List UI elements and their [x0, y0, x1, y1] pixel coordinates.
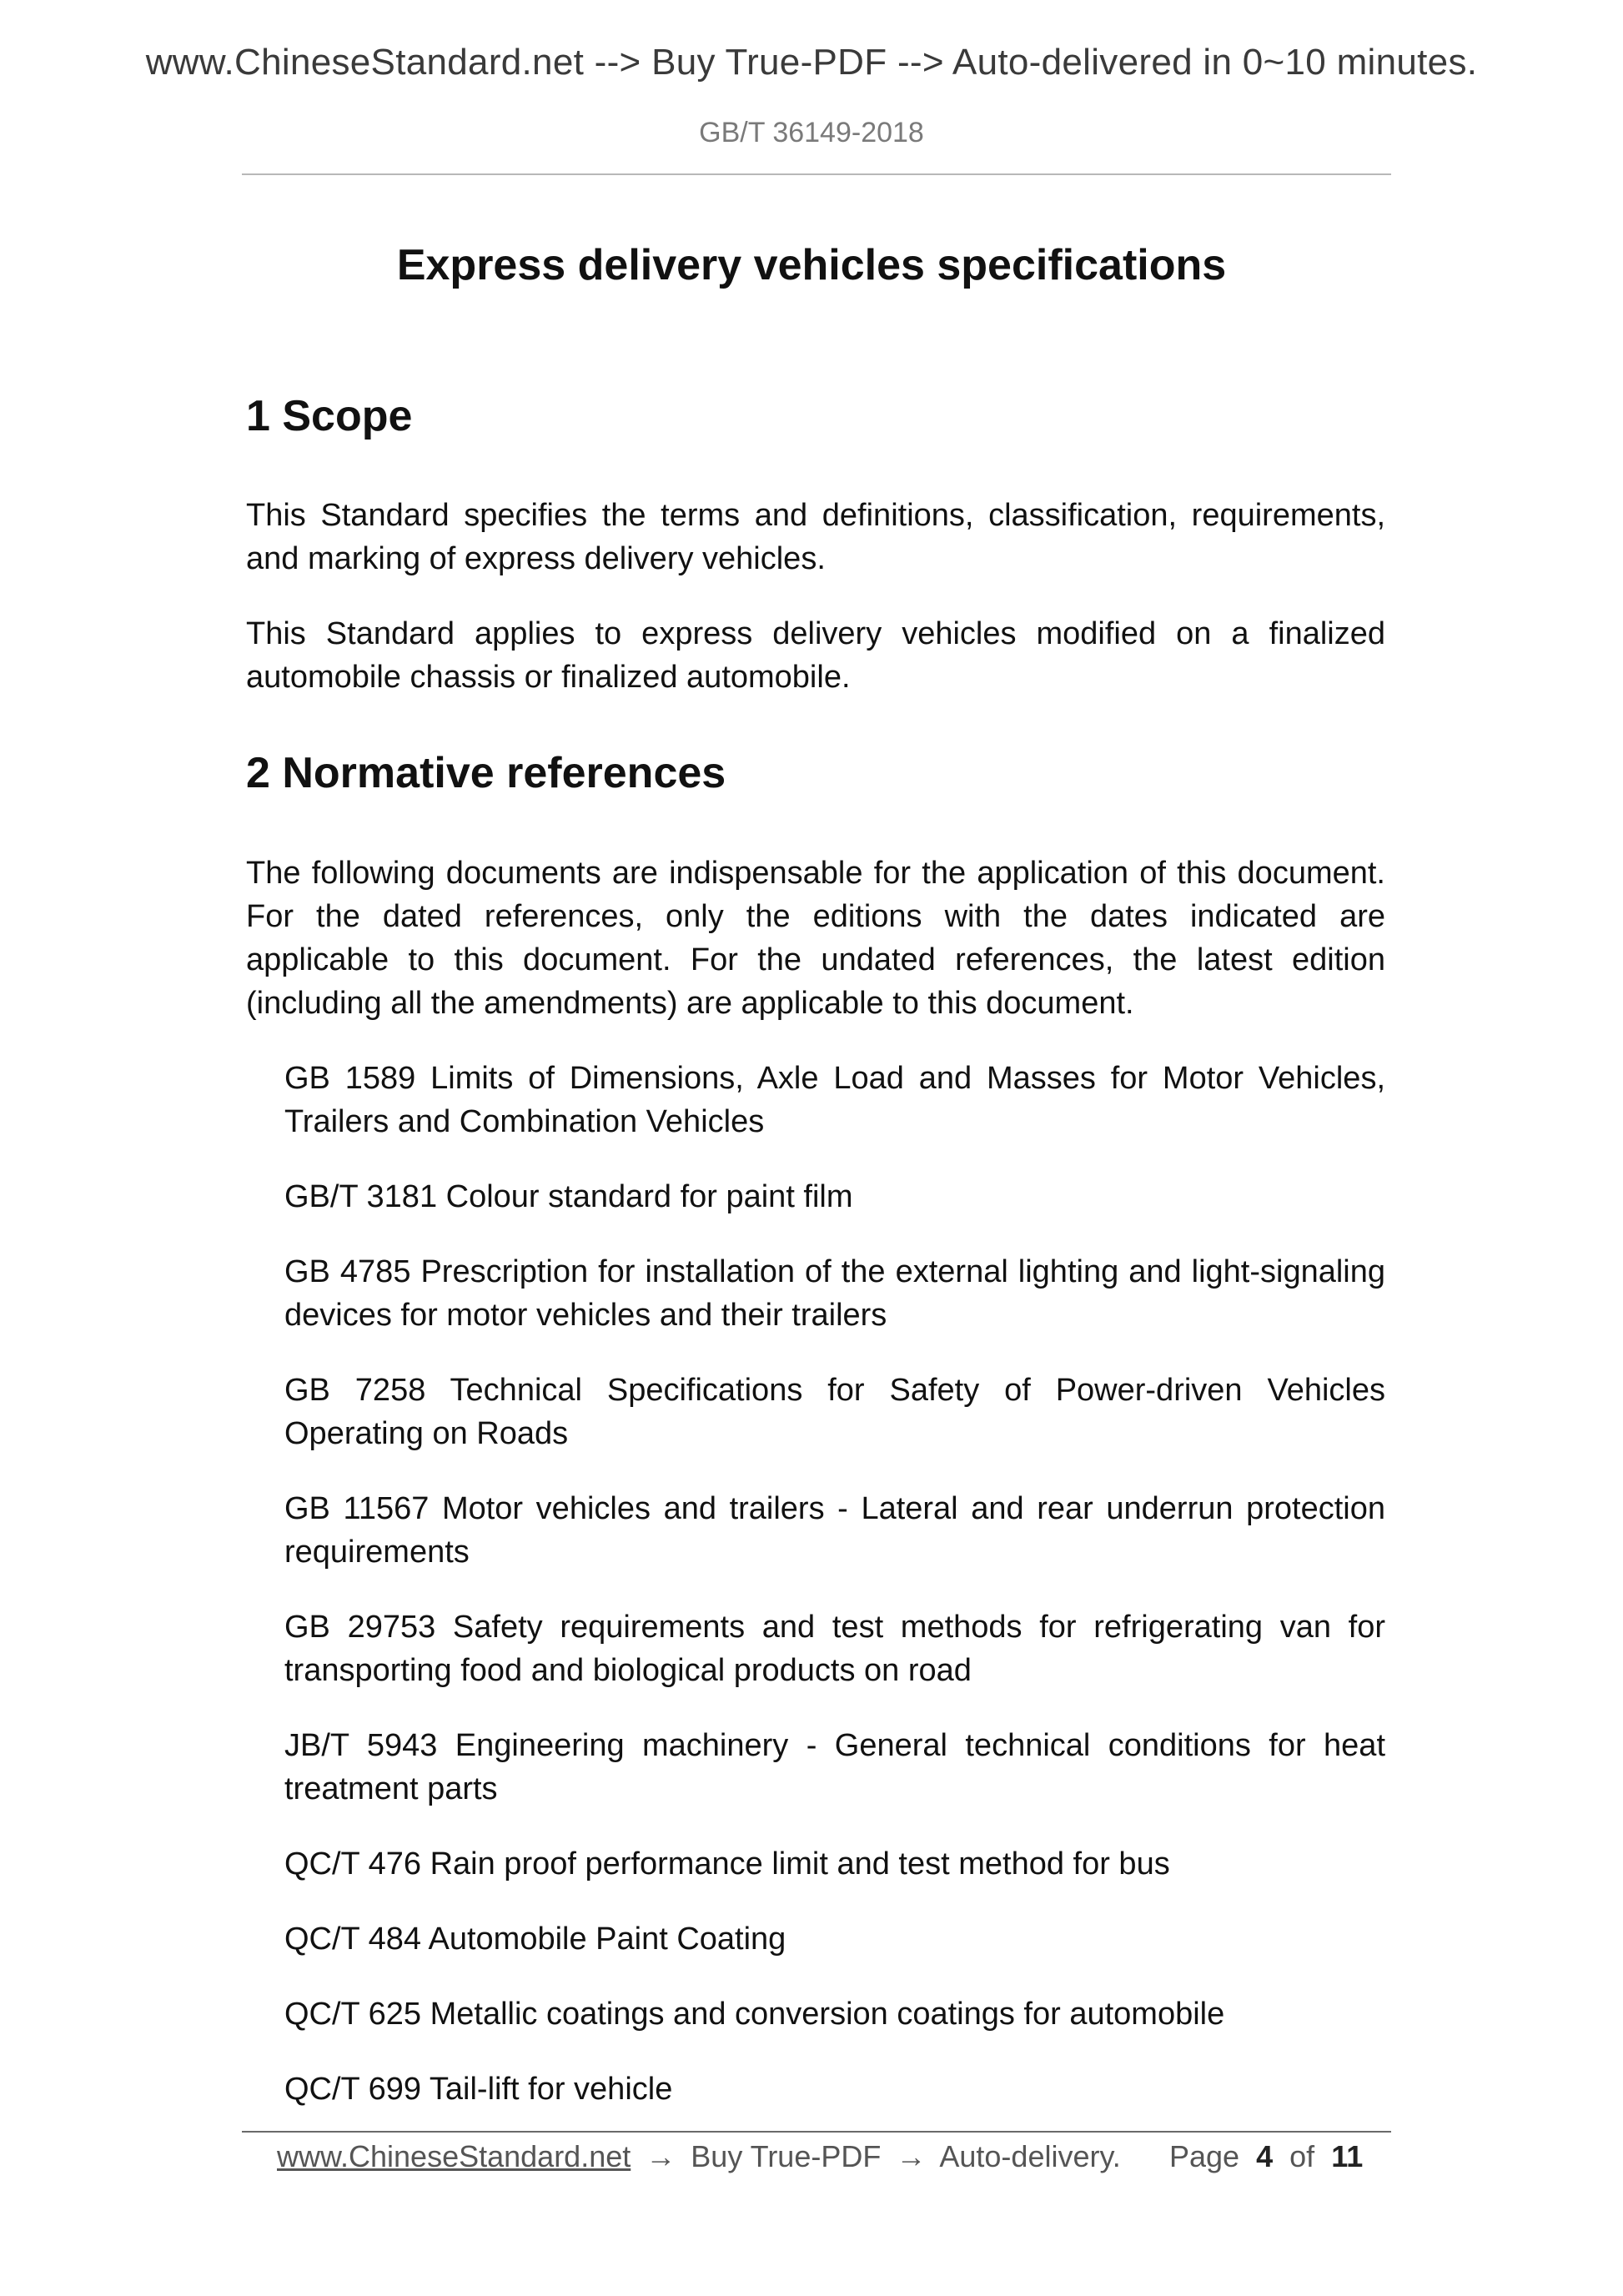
- footer-promo: [277, 2139, 1121, 2174]
- reference-item: QC/T 484 Automobile Paint Coating: [284, 1921, 786, 1957]
- footer-delivery-text: Auto-delivery.: [939, 2139, 1121, 2173]
- reference-list: [246, 1057, 1385, 2111]
- page-of-label: of: [1289, 2139, 1315, 2173]
- current-page-number: 4: [1256, 2139, 1274, 2173]
- reference-item: GB/T 3181 Colour standard for paint film: [284, 1178, 853, 1214]
- reference-item: QC/T 699 Tail-lift for vehicle: [284, 2071, 673, 2107]
- page-footer: [277, 2139, 1364, 2189]
- header-divider: [242, 173, 1391, 175]
- footer-buy-text: Buy True-PDF: [691, 2139, 882, 2173]
- section-heading-scope: 1 Scope: [246, 392, 413, 440]
- scope-paragraph-1: This Standard specifies the terms and definitions, classification, requirements, and marking of express delivery vehicles.: [246, 498, 1385, 577]
- right-arrow-icon: →: [646, 2139, 676, 2173]
- normative-intro-paragraph: The following documents are indispensable for the application of this document. For the dated references, only the editions with the dates indicated are applicable to this document. For the undated references, the latest edition (including all the amendments) are applicable to this document.: [246, 855, 1385, 1021]
- footer-site-link[interactable]: www.ChineseStandard.net: [277, 2139, 631, 2173]
- reference-item: QC/T 476 Rain proof performance limit and test method for bus: [284, 1846, 1170, 1882]
- document-code: GB/T 36149-2018: [699, 117, 924, 148]
- reference-item: GB 1589 Limits of Dimensions, Axle Load and Masses for Motor Vehicles, Trailers and Combination Vehicles: [284, 1060, 1385, 1139]
- right-arrow-icon: →: [896, 2139, 927, 2173]
- section-heading-normative-references: 2 Normative references: [246, 749, 726, 798]
- reference-item: JB/T 5943 Engineering machinery - General technical conditions for heat treatment parts: [284, 1727, 1385, 1806]
- top-banner: www.ChineseStandard.net --> Buy True-PDF --> Auto-delivered in 0~10 minutes.: [145, 42, 1478, 83]
- reference-item: GB 7258 Technical Specifications for Safety of Power-driven Vehicles Operating on Roads: [284, 1372, 1385, 1451]
- reference-item: GB 4785 Prescription for installation of the external lighting and light-signaling devices for motor vehicles and their trailers: [284, 1254, 1385, 1333]
- reference-item: QC/T 625 Metallic coatings and conversion coatings for automobile: [284, 1996, 1225, 2032]
- scope-paragraph-2: This Standard applies to express delivery vehicles modified on a finalized automobile chassis or finalized automobile.: [246, 616, 1385, 696]
- reference-item: GB 29753 Safety requirements and test methods for refrigerating van for transporting food and biological products on road: [284, 1609, 1385, 1688]
- page-label: Page: [1169, 2139, 1240, 2173]
- document-title: Express delivery vehicles specifications: [396, 241, 1227, 289]
- document-body: [246, 390, 1385, 2143]
- page-indicator: [1169, 2139, 1371, 2174]
- footer-divider: [242, 2131, 1391, 2133]
- total-pages-number: 11: [1331, 2139, 1364, 2173]
- reference-item: GB 11567 Motor vehicles and trailers - Lateral and rear underrun protection requirements: [284, 1490, 1385, 1570]
